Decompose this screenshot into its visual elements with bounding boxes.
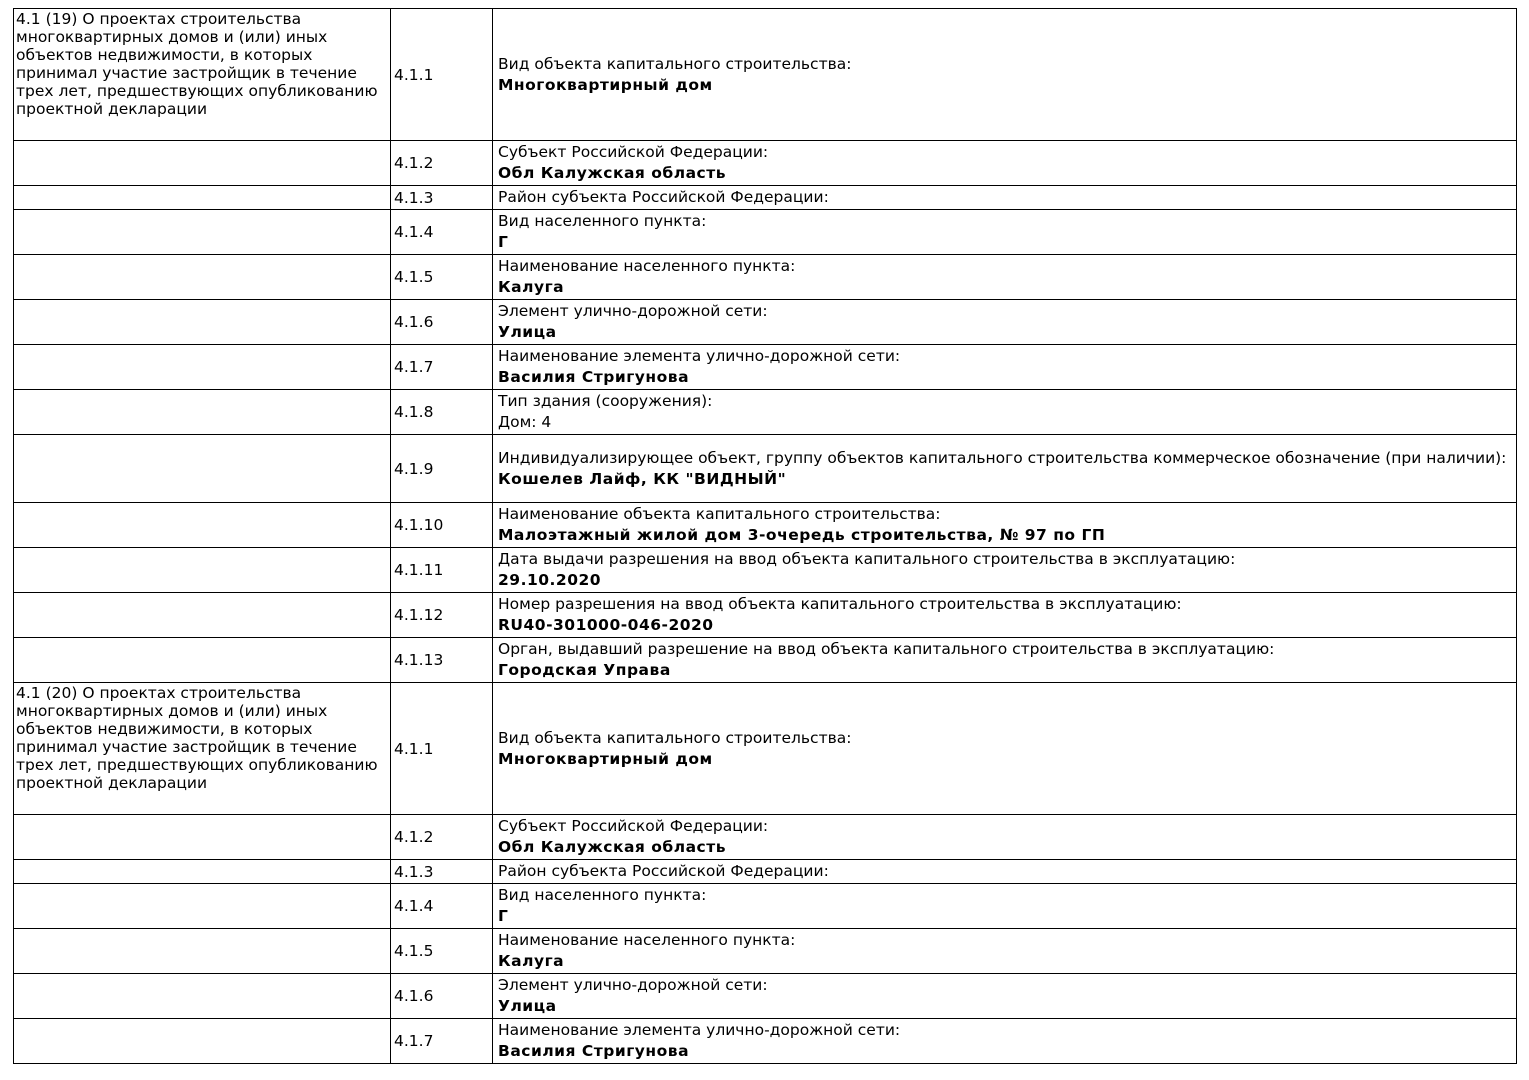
field-value: Дом: 4: [498, 413, 552, 431]
section-description-empty: [14, 593, 391, 638]
section-description: 4.1 (20) О проектах строительства многоквартирных домов и (или) иных объектов недвижимости, в которых принимал участие застройщик в течение трех лет, предшествующих опубликованию проектной декларации: [14, 683, 391, 815]
section-description-empty: [14, 638, 391, 683]
row-code: 4.1.7: [391, 1019, 493, 1064]
section-description-empty: [14, 255, 391, 300]
section-description-empty: [14, 884, 391, 929]
row-code: 4.1.1: [391, 9, 493, 141]
field-value: Малоэтажный жилой дом 3-очередь строительства, № 97 по ГП: [498, 526, 1106, 544]
field-label: Вид населенного пункта:: [498, 212, 707, 230]
section-description-empty: [14, 974, 391, 1019]
row-content: [493, 345, 1517, 390]
field-label: Субъект Российской Федерации:: [498, 817, 769, 835]
row-content: [493, 141, 1517, 186]
table-row: [14, 255, 1517, 300]
section-description-empty: [14, 929, 391, 974]
field-value: Василия Стригунова: [498, 1042, 690, 1060]
table-row: [14, 683, 1517, 815]
row-code: 4.1.1: [391, 683, 493, 815]
field-value: Г: [498, 233, 509, 251]
field-value: 29.10.2020: [498, 571, 602, 589]
section-description-empty: [14, 548, 391, 593]
field-label: Наименование населенного пункта:: [498, 257, 796, 275]
row-content: [493, 435, 1517, 503]
field-label: Наименование объекта капитального строительства:: [498, 505, 941, 523]
field-label: Орган, выдавший разрешение на ввод объекта капитального строительства в эксплуатацию:: [498, 640, 1275, 658]
row-content: [493, 300, 1517, 345]
section-description-empty: [14, 1019, 391, 1064]
field-label: Вид объекта капитального строительства:: [498, 54, 852, 73]
row-content: [493, 683, 1517, 815]
row-code: 4.1.10: [391, 503, 493, 548]
field-label: Район субъекта Российской Федерации:: [498, 188, 829, 206]
table-row: [14, 815, 1517, 860]
section-description-empty: [14, 345, 391, 390]
table-row: [14, 548, 1517, 593]
row-code: 4.1.7: [391, 345, 493, 390]
section-description-empty: [14, 815, 391, 860]
field-label: Номер разрешения на ввод объекта капитального строительства в эксплуатацию:: [498, 595, 1182, 613]
field-label: Район субъекта Российской Федерации:: [498, 862, 829, 880]
row-code: 4.1.4: [391, 884, 493, 929]
project-declaration-table: [13, 8, 1517, 1064]
field-label: Наименование элемента улично-дорожной сети:: [498, 347, 901, 365]
row-content: [493, 929, 1517, 974]
row-content: [493, 638, 1517, 683]
row-code: 4.1.3: [391, 860, 493, 884]
row-content: [493, 860, 1517, 884]
row-content: [493, 1019, 1517, 1064]
row-content: [493, 9, 1517, 141]
field-label: Вид населенного пункта:: [498, 886, 707, 904]
field-value: Калуга: [498, 278, 565, 296]
section-description-empty: [14, 503, 391, 548]
field-value: Городская Управа: [498, 661, 671, 679]
row-content: [493, 503, 1517, 548]
row-content: [493, 390, 1517, 435]
table-row: [14, 884, 1517, 929]
field-value: RU40-301000-046-2020: [498, 616, 714, 634]
field-value: Г: [498, 907, 509, 925]
field-value: Улица: [498, 323, 557, 341]
row-code: 4.1.11: [391, 548, 493, 593]
table-row: [14, 345, 1517, 390]
row-content: [493, 815, 1517, 860]
table-row: [14, 638, 1517, 683]
row-content: [493, 548, 1517, 593]
table-row: [14, 300, 1517, 345]
section-description-empty: [14, 860, 391, 884]
field-label: Дата выдачи разрешения на ввод объекта капитального строительства в эксплуатацию:: [498, 550, 1236, 568]
row-code: 4.1.5: [391, 929, 493, 974]
row-code: 4.1.4: [391, 210, 493, 255]
field-value: Калуга: [498, 952, 565, 970]
row-code: 4.1.3: [391, 186, 493, 210]
field-value: Обл Калужская область: [498, 838, 727, 856]
section-description-empty: [14, 435, 391, 503]
table-row: [14, 210, 1517, 255]
field-value: Василия Стригунова: [498, 368, 690, 386]
field-label: Элемент улично-дорожной сети:: [498, 976, 768, 994]
field-label: Индивидуализирующее объект, группу объектов капитального строительства коммерческое обозначение (при наличии):: [498, 448, 1507, 467]
field-label: Элемент улично-дорожной сети:: [498, 302, 768, 320]
table-row: [14, 1019, 1517, 1064]
row-content: [493, 593, 1517, 638]
section-description-empty: [14, 390, 391, 435]
table-row: [14, 860, 1517, 884]
table-row: [14, 929, 1517, 974]
row-content: [493, 884, 1517, 929]
field-value: Кошелев Лайф, КК "ВИДНЫЙ": [498, 469, 787, 488]
table-row: [14, 390, 1517, 435]
field-label: Вид объекта капитального строительства:: [498, 728, 852, 747]
section-description-empty: [14, 300, 391, 345]
table-row: [14, 186, 1517, 210]
field-label: Субъект Российской Федерации:: [498, 143, 769, 161]
row-code: 4.1.9: [391, 435, 493, 503]
field-value: Обл Калужская область: [498, 164, 727, 182]
section-description: 4.1 (19) О проектах строительства многоквартирных домов и (или) иных объектов недвижимости, в которых принимал участие застройщик в течение трех лет, предшествующих опубликованию проектной декларации: [14, 9, 391, 141]
row-code: 4.1.13: [391, 638, 493, 683]
field-label: Тип здания (сооружения):: [498, 392, 713, 410]
table-row: [14, 593, 1517, 638]
field-value: Улица: [498, 997, 557, 1015]
table-row: [14, 503, 1517, 548]
row-code: 4.1.2: [391, 815, 493, 860]
row-content: [493, 210, 1517, 255]
field-value: Многоквартирный дом: [498, 75, 713, 94]
row-code: 4.1.12: [391, 593, 493, 638]
table-row: [14, 141, 1517, 186]
field-label: Наименование населенного пункта:: [498, 931, 796, 949]
table-row: [14, 9, 1517, 141]
row-content: [493, 974, 1517, 1019]
field-label: Наименование элемента улично-дорожной сети:: [498, 1021, 901, 1039]
row-code: 4.1.6: [391, 974, 493, 1019]
row-code: 4.1.2: [391, 141, 493, 186]
section-description-empty: [14, 186, 391, 210]
table-row: [14, 974, 1517, 1019]
section-description-empty: [14, 141, 391, 186]
row-code: 4.1.5: [391, 255, 493, 300]
row-code: 4.1.8: [391, 390, 493, 435]
section-description-empty: [14, 210, 391, 255]
row-content: [493, 255, 1517, 300]
table-row: [14, 435, 1517, 503]
row-content: [493, 186, 1517, 210]
row-code: 4.1.6: [391, 300, 493, 345]
field-value: Многоквартирный дом: [498, 749, 713, 768]
